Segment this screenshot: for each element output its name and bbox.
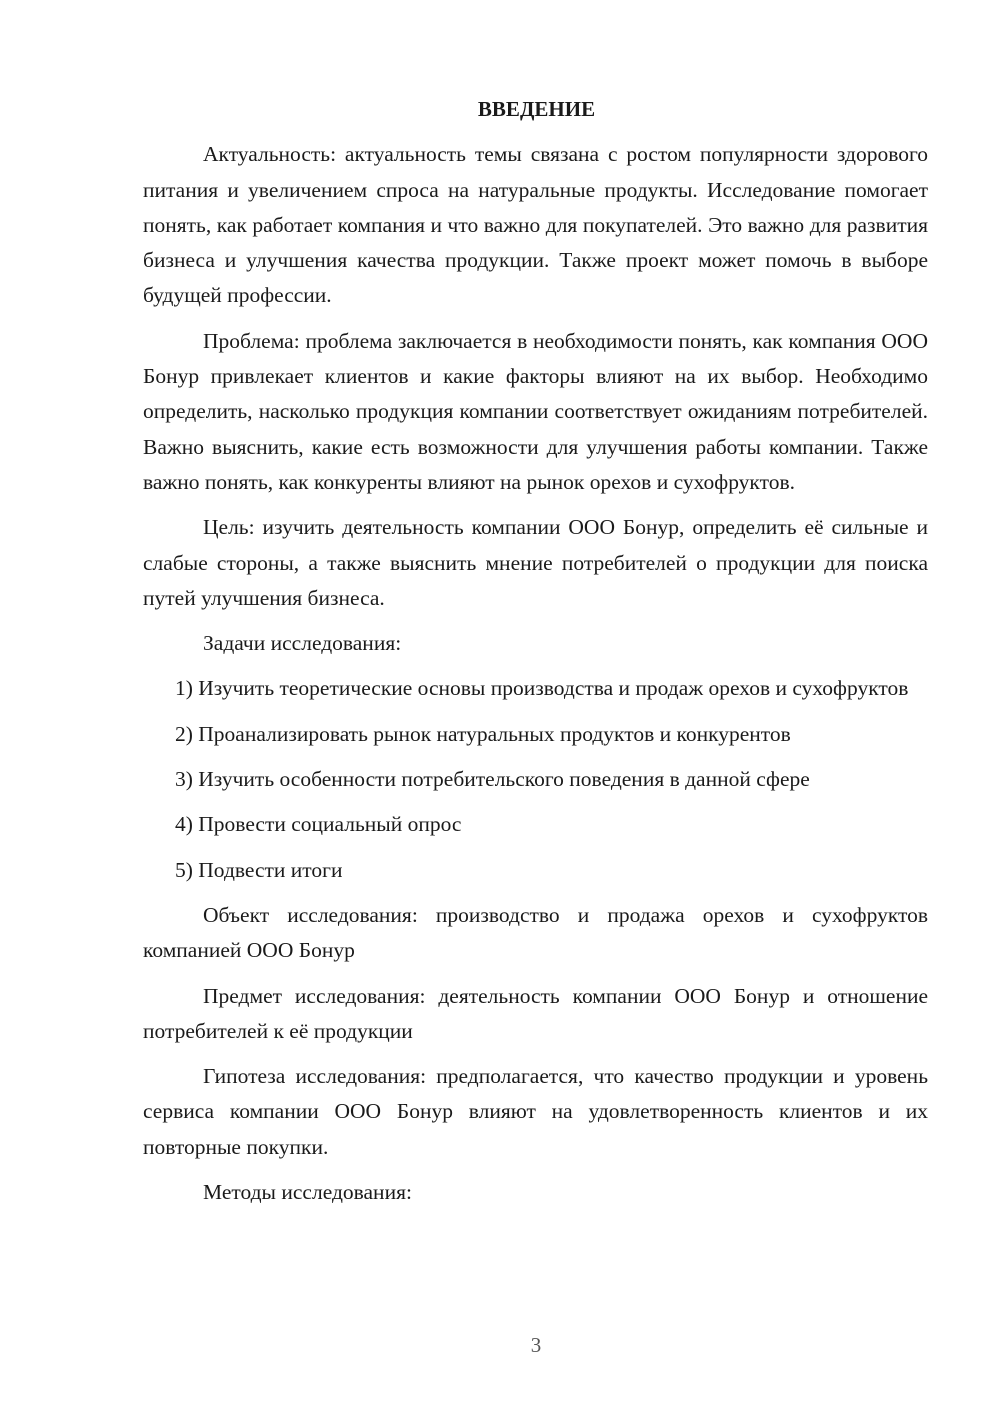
document-page [143,92,928,1220]
paragraph-goal: Цель: изучить деятельность компании ООО Бонур, определить её сильные и слабые стороны, а также выяснить мнение потребителей о продукции для поиска путей улучшения бизнеса. [143,515,928,610]
paragraph-object: Объект исследования: производство и продажа орехов и сухофруктов компанией ООО Бонур [143,902,928,963]
methods-label: Методы исследования: [203,1180,412,1205]
paragraph-hypothesis: Гипотеза исследования: предполагается, что качество продукции и уровень сервиса компании ООО Бонур влияют на удовлетворенность клиентов и их повторные покупки. [143,1064,928,1159]
task-item-4: 4) Провести социальный опрос [175,812,462,837]
task-item-3: 3) Изучить особенности потребительского поведения в данной сфере [175,767,810,792]
tasks-label: Задачи исследования: [203,631,402,656]
section-heading: ВВЕДЕНИЕ [477,97,596,121]
task-item-2: 2) Проанализировать рынок натуральных продуктов и конкурентов [175,721,791,746]
task-item-5: 5) Подвести итоги [175,857,343,882]
paragraph-relevance: Актуальность: актуальность темы связана с ростом популярности здорового питания и увеличением спроса на натуральные продукты. Исследование помогает понять, как работает компания и что важно для покупателей. Это важно для развития бизнеса и улучшения качества продукции. Также проект может помочь в выборе будущей профессии. [143,142,928,308]
page-number: 3 [530,1333,542,1357]
task-item-1: 1) Изучить теоретические основы производства и продаж орехов и сухофруктов [175,676,909,701]
paragraph-problem: Проблема: проблема заключается в необходимости понять, как компания ООО Бонур привлекает клиентов и какие факторы влияют на их выбор. Необходимо определить, насколько продукция компании соответствует ожиданиям потребителей. Важно выяснить, какие есть возможности для улучшения работы компании. Также важно понять, как конкуренты влияют на рынок орехов и сухофруктов. [143,328,928,494]
paragraph-subject: Предмет исследования: деятельность компании ООО Бонур и отношение потребителей к её продукции [143,983,928,1043]
